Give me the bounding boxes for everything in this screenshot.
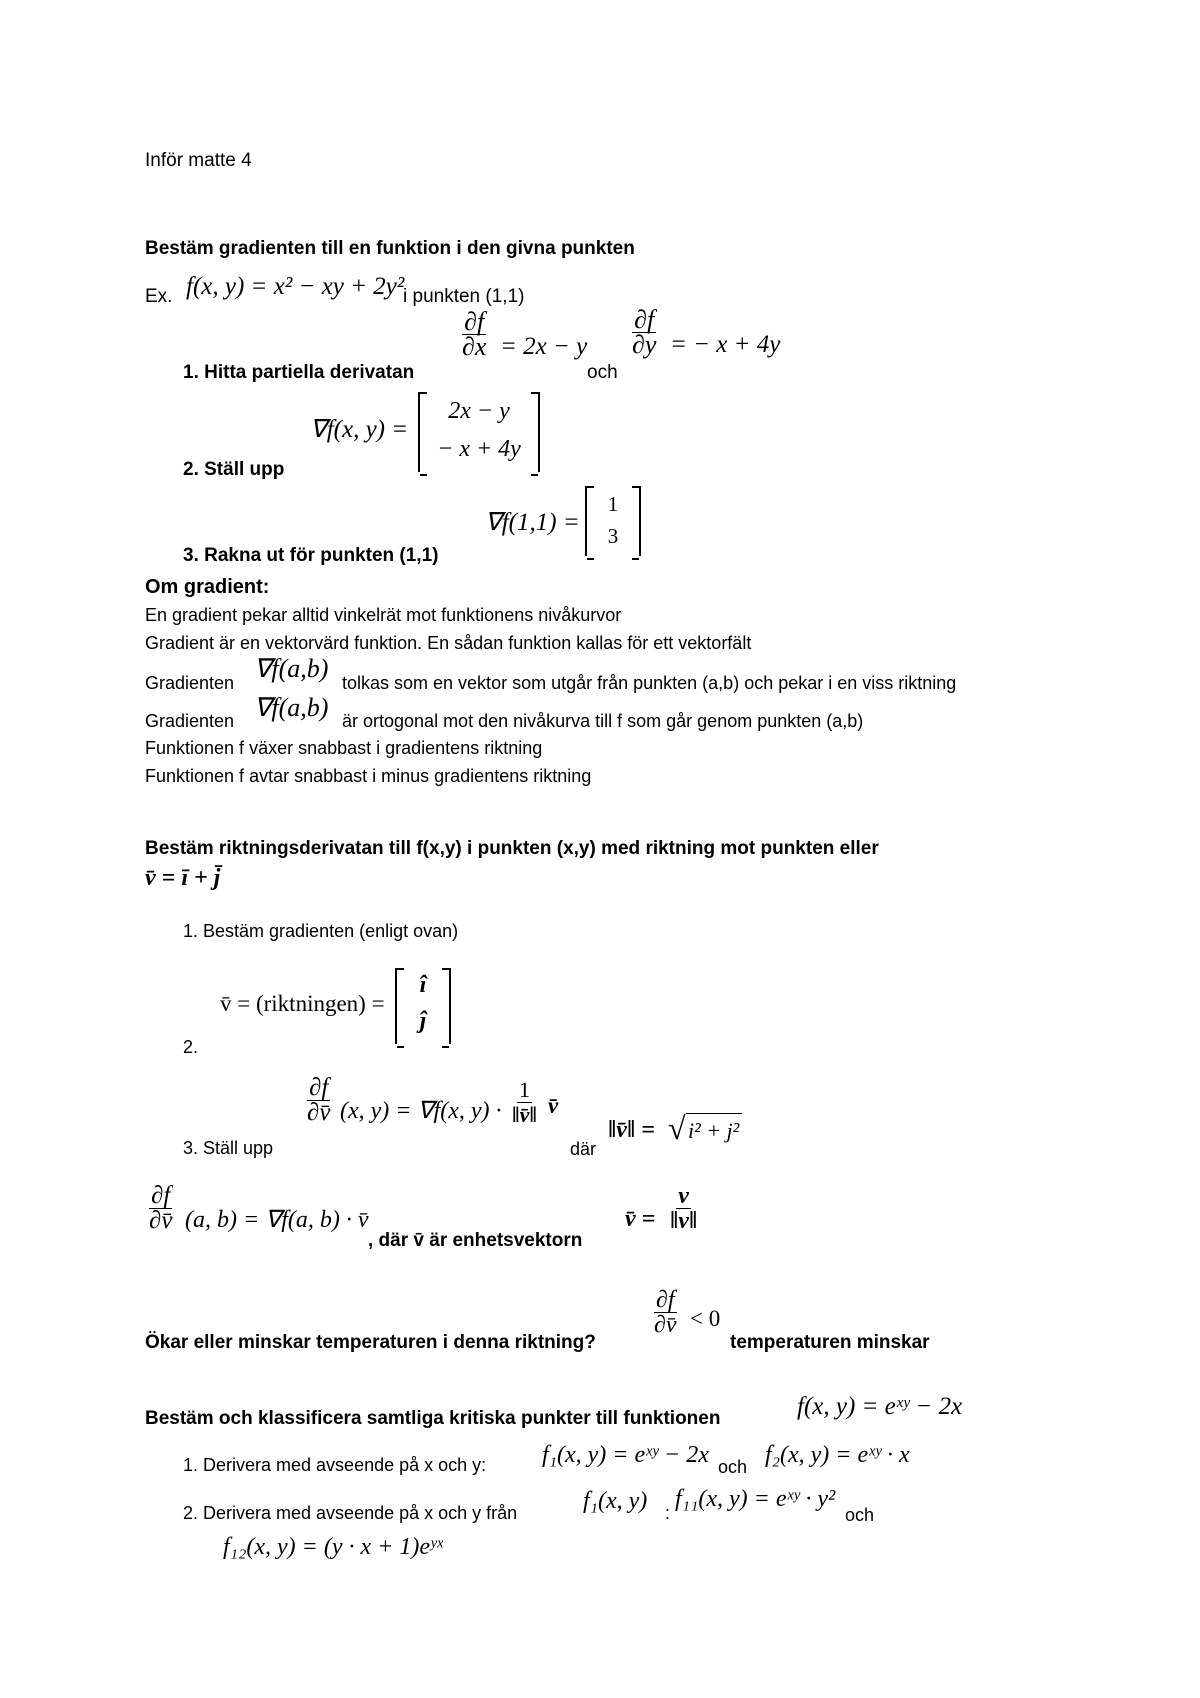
- dd-fraction: [305, 1076, 332, 1125]
- sqrt-symbol: √: [668, 1110, 686, 1146]
- unit-vector-note: , där v̄ är enhetsvektorn: [368, 1230, 583, 1251]
- norm-lhs: ‖v̄‖ =: [608, 1117, 655, 1143]
- unit-vector-fraction: [668, 1184, 699, 1233]
- dd-denominator: ∂v̄: [307, 1099, 331, 1126]
- gradient-matrix-bottom: − x + 4y: [437, 436, 521, 462]
- sqrt-body: i² + j²: [688, 1118, 740, 1143]
- colon: :: [665, 1503, 671, 1523]
- gradient-lhs: ∇f(x, y) =: [310, 416, 409, 443]
- s3-och2: och: [845, 1505, 875, 1525]
- gradient-matrix-top: 2x − y: [448, 398, 510, 424]
- dd-rhs: (x, y) = ∇f(x, y) ·: [340, 1098, 502, 1124]
- dar-label: där: [570, 1139, 597, 1159]
- om-line-5: Funktionen f växer snabbast i gradientens riktning: [145, 738, 543, 758]
- section-heading-gradient: Bestäm gradienten till en funktion i den givna punkten: [145, 238, 635, 259]
- om-line-4-post: är ortogonal mot den nivåkurva till f som går genom punkten (a,b): [342, 711, 864, 731]
- ab-denominator: ∂v̄: [149, 1207, 173, 1234]
- s3-step2: 2. Derivera med avseende på x och y från: [183, 1503, 518, 1523]
- om-line-3-math: ∇f(a,b): [254, 654, 329, 683]
- page-title: Inför matte 4: [145, 150, 252, 171]
- s3-step1: 1. Derivera med avseende på x och y:: [183, 1455, 487, 1475]
- df-dx-numerator: ∂f: [464, 307, 485, 336]
- f1-reference: f₁(x, y): [583, 1488, 648, 1514]
- om-line-2: Gradient är en vektorvärd funktion. En sådan funktion kallas för ett vektorfält: [145, 633, 752, 653]
- gradient-point-lhs: ∇f(1,1) =: [485, 509, 580, 536]
- unit-vector-denominator: ‖v‖: [670, 1208, 698, 1234]
- step1-label: 1. Hitta partiella derivatan: [183, 362, 415, 383]
- direction-matrix-top: î: [419, 972, 427, 998]
- df-dx-rhs: = 2x − y: [500, 333, 588, 360]
- unit-vector-numerator: v: [678, 1183, 689, 1209]
- direction-matrix: [395, 968, 451, 1044]
- s2-step1: 1. Bestäm gradienten (enligt ovan): [183, 921, 459, 941]
- f12-formula: f₁₂(x, y) = (y · x + 1)eʸˣ: [223, 1534, 443, 1560]
- f11-formula: f₁₁(x, y) = eˣʸ · y²: [675, 1486, 836, 1512]
- v-hat-factor: v̄: [548, 1093, 559, 1118]
- ab-rhs: (a, b) = ∇f(a, b) · v̄: [185, 1207, 369, 1233]
- sqrt-bar: [686, 1113, 742, 1115]
- om-line-4-math: ∇f(a,b): [254, 693, 329, 722]
- ab-fraction: [147, 1184, 174, 1233]
- temperature-answer: temperaturen minskar: [730, 1332, 930, 1353]
- om-gradient-heading: Om gradient:: [145, 576, 270, 598]
- f1-formula: f₁(x, y) = eˣʸ − 2x: [542, 1442, 709, 1468]
- df-dx-fraction: [460, 307, 488, 361]
- inverse-norm-fraction: [510, 1078, 539, 1127]
- question-numerator: ∂f: [655, 1287, 675, 1313]
- df-dy-rhs: = − x + 4y: [670, 331, 781, 358]
- gradient-matrix: [418, 392, 540, 472]
- df-dx-denominator: ∂x: [462, 332, 487, 361]
- temperature-question: Ökar eller minskar temperaturen i denna riktning?: [145, 1332, 596, 1353]
- direction-matrix-bottom: ĵ: [419, 1008, 427, 1034]
- s2-step3: 3. Ställ upp: [183, 1138, 274, 1158]
- df-dy-numerator: ∂f: [634, 305, 655, 334]
- s3-och: och: [718, 1457, 748, 1477]
- unit-vector-lhs: v̄ =: [625, 1206, 656, 1232]
- om-line-3-post: tolkas som en vektor som utgår från punkten (a,b) och pekar i en viss riktning: [342, 673, 957, 693]
- ab-numerator: ∂f: [151, 1182, 171, 1209]
- step2-label: 2. Ställ upp: [183, 459, 285, 480]
- question-fraction: [652, 1288, 679, 1337]
- example-label: Ex.: [145, 286, 173, 307]
- direction-lhs: v̄ = (riktningen) =: [220, 991, 385, 1016]
- om-line-3-pre: Gradienten: [145, 673, 235, 693]
- question-denominator: ∂v̄: [654, 1312, 677, 1338]
- och-label: och: [587, 362, 618, 383]
- s2-step2-number: 2.: [183, 1037, 199, 1057]
- vector-definition: v̄ = ī + j̄: [145, 865, 221, 891]
- step3-label: 3. Rakna ut för punkten (1,1): [183, 545, 439, 566]
- example-point: i punkten (1,1): [403, 286, 525, 307]
- om-line-6: Funktionen f avtar snabbast i minus gradientens riktning: [145, 766, 592, 786]
- gradient-point-top: 1: [607, 492, 619, 516]
- inverse-norm-numerator: 1: [518, 1077, 530, 1102]
- f2-formula: f₂(x, y) = eˣʸ · x: [765, 1442, 910, 1468]
- section-heading-critical: Bestäm och klassificera samtliga kritiska punkter till funktionen: [145, 1408, 721, 1429]
- df-dy-fraction: [630, 305, 658, 359]
- om-line-4-pre: Gradienten: [145, 711, 235, 731]
- question-rhs: < 0: [690, 1306, 721, 1331]
- inverse-norm-denominator: ‖v̄‖: [512, 1102, 537, 1127]
- df-dy-denominator: ∂y: [632, 330, 657, 359]
- critical-function: f(x, y) = eˣʸ − 2x: [797, 1393, 963, 1420]
- gradient-point-matrix: [585, 486, 641, 556]
- example-formula: f(x, y) = x² − xy + 2y²: [186, 273, 405, 300]
- dd-numerator: ∂f: [309, 1074, 329, 1101]
- om-line-1: En gradient pekar alltid vinkelrät mot funktionens nivåkurvor: [145, 605, 622, 625]
- section-heading-direction: Bestäm riktningsderivatan till f(x,y) i punkten (x,y) med riktning mot punkten eller: [145, 838, 879, 859]
- gradient-point-bottom: 3: [607, 524, 619, 548]
